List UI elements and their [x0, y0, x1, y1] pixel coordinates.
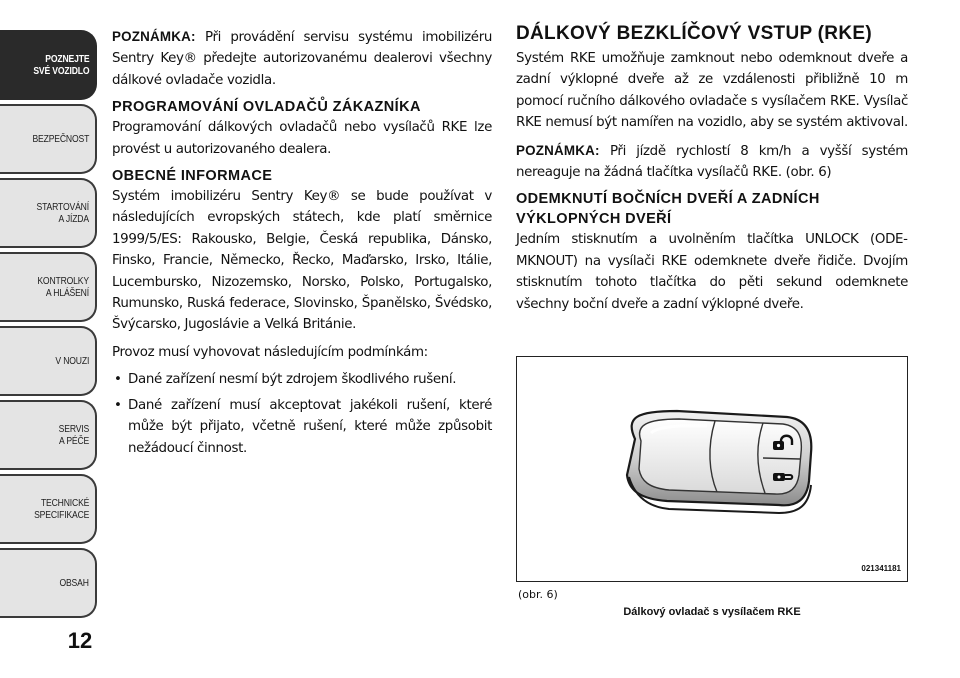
note-paragraph [112, 26, 492, 91]
key-fob-icon [627, 411, 811, 513]
section-heading-programming: PROGRAMOVÁNÍ OVLADAČŮ ZÁKAZNÍKA [112, 99, 421, 116]
rke-intro-paragraph: Systém RKE umožňuje zamknout nebo odemknout dveře a zadní výklopné dveře až ze vzdálenosti přibližně 10 m pomocí ručního dálkového ovladače s vysílačem RKE. Vysílač RKE nemusí být namířen na vozidlo, aby se systém aktivoval. [516, 51, 908, 131]
note-text: Při jízdě rychlostí 8 km/h a vyšší systém nereaguje na žádná tlačítka vysílačů RKE. (obr. 6) [516, 143, 908, 181]
unlock-paragraph: Jedním stisknutím a uvolněním tlačítka UNLOCK (ODEMKNOUT) na vysílači RKE odemknete dveře řidiče. Dvojím stisknutím tohoto tlačítka do pěti sekund odemknete všechny boční dveře a zadní výklopné dveře. [516, 232, 908, 312]
note-text: Při provádění servisu systému imobilizéru Sentry Key® předejte autorizovanému dealerovi všechny dálkové ovladače vozidla. [112, 30, 492, 88]
chapter-sidebar [0, 0, 100, 678]
rke-note-paragraph [516, 140, 908, 184]
tab-label: V NOUZI [55, 355, 89, 367]
figure-code: 021341181 [861, 564, 901, 573]
left-column [112, 26, 492, 463]
note-label: POZNÁMKA: [112, 29, 196, 44]
tab-v-nouzi[interactable] [0, 326, 97, 396]
general-info-paragraph: Systém imobilizéru Sentry Key® se bude používat v následujících evropských státech, kde platí směrnice 1999/5/ES: Rakousko, Belgie, Česká republika, Dánsko, Finsko, Francie, Německo, Řecko, Maďarsko, Irsko, Itálie, Lucembursko, Nizozemsko, Norsko, Polsko, Portugalsko, Rumunsko, Ruská federace, Slovinsko, Španělsko, Švédsko, Švýcarsko, Jugoslávie a Velká Británie. [112, 189, 492, 333]
conditions-list [112, 369, 492, 459]
page-title: DÁLKOVÝ BEZKLÍČOVÝ VSTUP (RKE) [516, 23, 872, 44]
tab-poznejte-sve-vozidlo[interactable] [0, 30, 97, 100]
key-fob-illustration [517, 357, 907, 581]
conditions-intro: Provoz musí vyhovovat následujícím podmínkám: [112, 344, 428, 360]
tab-label: TECHNICKÉ SPECIFIKACE [33, 497, 89, 521]
key-fob-figure [516, 356, 908, 582]
programming-paragraph: Programování dálkových ovladačů nebo vysílačů RKE lze provést u autorizovaného dealera. [112, 120, 492, 157]
tab-bezpecnost[interactable] [0, 104, 97, 174]
tab-label: BEZPEČNOST [32, 133, 89, 145]
page-number: 12 [67, 628, 93, 653]
tab-label: SERVIS A PÉČE [58, 423, 89, 447]
figure-caption: Dálkový ovladač s vysílačem RKE [623, 606, 801, 618]
right-column [516, 23, 908, 321]
tab-label: POZNEJTE SVÉ VOZIDLO [32, 53, 89, 77]
tab-label: STARTOVÁNÍ A JÍZDA [36, 201, 89, 225]
list-item: • Dané zařízení nesmí být zdrojem škodlivého rušení. [112, 369, 492, 390]
section-heading-general-info: OBECNÉ INFORMACE [112, 168, 273, 185]
list-item: • Dané zařízení musí akceptovat jakékoli rušení, které může být přijato, včetně rušení, které může způsobit nežádoucí činnost. [112, 395, 492, 459]
tab-startovani-a-jizda[interactable] [0, 178, 97, 248]
tab-label: KONTROLKY A HLÁŠENÍ [37, 275, 89, 299]
tab-label: OBSAH [59, 577, 89, 589]
tab-technicke-specifikace[interactable] [0, 474, 97, 544]
section-heading-unlock: ODEMKNUTÍ BOČNÍCH DVEŘÍ A ZADNÍCH VÝKLOPNÝCH DVEŘÍ [516, 191, 820, 228]
figure-reference: (obr. 6) [518, 588, 558, 601]
tab-kontrolky-a-hlaseni[interactable] [0, 252, 97, 322]
tab-obsah[interactable] [0, 548, 97, 618]
tab-servis-a-pece[interactable] [0, 400, 97, 470]
note-label: POZNÁMKA: [516, 142, 600, 158]
